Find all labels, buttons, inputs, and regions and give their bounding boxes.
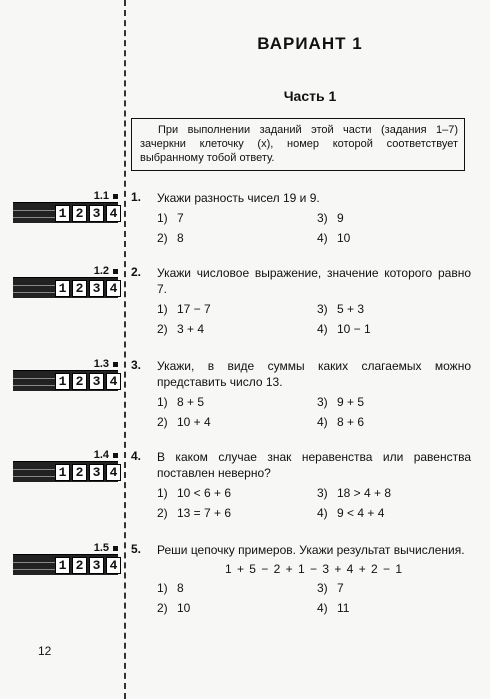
answer-block-number: 1.1 [93,190,109,202]
cut-line [124,0,126,699]
instruction-box [131,118,465,171]
option: 1) 17 − 7 [157,302,211,316]
variant-title: ВАРИАНТ 1 [257,34,363,53]
option: 1) 8 [157,581,184,595]
task-3 [131,358,471,430]
option: 2) 10 + 4 [157,415,211,429]
answer-box-3[interactable]: 3 [89,280,104,297]
part-title: Часть 1 [283,88,337,104]
answer-box-1[interactable]: 1 [55,205,70,222]
answer-box-3[interactable]: 3 [89,557,104,574]
option: 2) 10 [157,601,191,615]
task-2 [131,265,471,337]
option: 2) 13 = 7 + 6 [157,506,232,520]
task-number: 4. [131,449,142,463]
answer-box-4[interactable]: 4 [106,464,121,481]
instruction-text: При выполнении заданий этой части (задания 1–7) зачеркни клеточку (x), номер которой соответствует выбранному тобой ответу. [140,124,458,164]
answer-box-4[interactable]: 4 [106,373,121,390]
task-number: 5. [131,542,142,556]
option: 3) 9 + 5 [317,395,365,409]
answer-box-2[interactable]: 2 [72,557,87,574]
task-question: Укажи числовое выражение, значение которого равно 7. [157,266,471,296]
option: 4) 10 [317,231,351,245]
answer-box-3[interactable]: 3 [89,205,104,222]
answer-block-number: 1.3 [93,358,109,370]
answer-box-4[interactable]: 4 [106,280,121,297]
answer-box-2[interactable]: 2 [72,464,87,481]
answer-box-4[interactable]: 4 [106,205,121,222]
answer-box-3[interactable]: 3 [89,464,104,481]
answer-box-2[interactable]: 2 [72,280,87,297]
option: 1) 7 [157,211,184,225]
option: 3) 5 + 3 [317,302,365,316]
answer-block-number: 1.4 [93,449,109,461]
answer-box-1[interactable]: 1 [55,464,70,481]
answer-box-4[interactable]: 4 [106,557,121,574]
answer-block-number: 1.2 [93,265,109,277]
answer-box-1[interactable]: 1 [55,557,70,574]
option: 4) 9 < 4 + 4 [317,506,385,520]
task-expression: 1 + 5 − 2 + 1 − 3 + 4 + 2 − 1 [224,562,404,576]
task-number: 1. [131,190,142,204]
task-number: 3. [131,358,142,372]
task-question: В каком случае знак неравенства или равенства поставлен неверно? [157,450,471,480]
answer-box-1[interactable]: 1 [55,373,70,390]
answer-box-2[interactable]: 2 [72,373,87,390]
answer-box-3[interactable]: 3 [89,373,104,390]
option: 3) 7 [317,581,344,595]
option: 1) 10 < 6 + 6 [157,486,232,500]
option: 4) 8 + 6 [317,415,365,429]
answer-block-1 [13,190,118,223]
answer-block-2 [13,265,118,298]
answer-block-number: 1.5 [93,542,109,554]
task-question: Укажи, в виде суммы каких слагаемых можно представить число 13. [157,359,471,389]
task-number: 2. [131,265,142,279]
task-1 [131,190,471,246]
option: 3) 9 [317,211,344,225]
answer-box-2[interactable]: 2 [72,205,87,222]
option: 3) 18 > 4 + 8 [317,486,392,500]
page-number: 12 [38,644,52,658]
answer-block-3 [13,358,118,391]
task-4 [131,449,471,521]
option: 4) 11 [317,601,350,615]
answer-block-5 [13,542,118,575]
option: 2) 3 + 4 [157,322,205,336]
task-question: Укажи разность чисел 19 и 9. [157,191,320,205]
answer-box-1[interactable]: 1 [55,280,70,297]
option: 2) 8 [157,231,184,245]
task-5 [131,542,471,616]
option: 4) 10 − 1 [317,322,371,336]
answer-block-4 [13,449,118,482]
task-question: Реши цепочку примеров. Укажи результат вычисления. [157,543,465,557]
option: 1) 8 + 5 [157,395,205,409]
